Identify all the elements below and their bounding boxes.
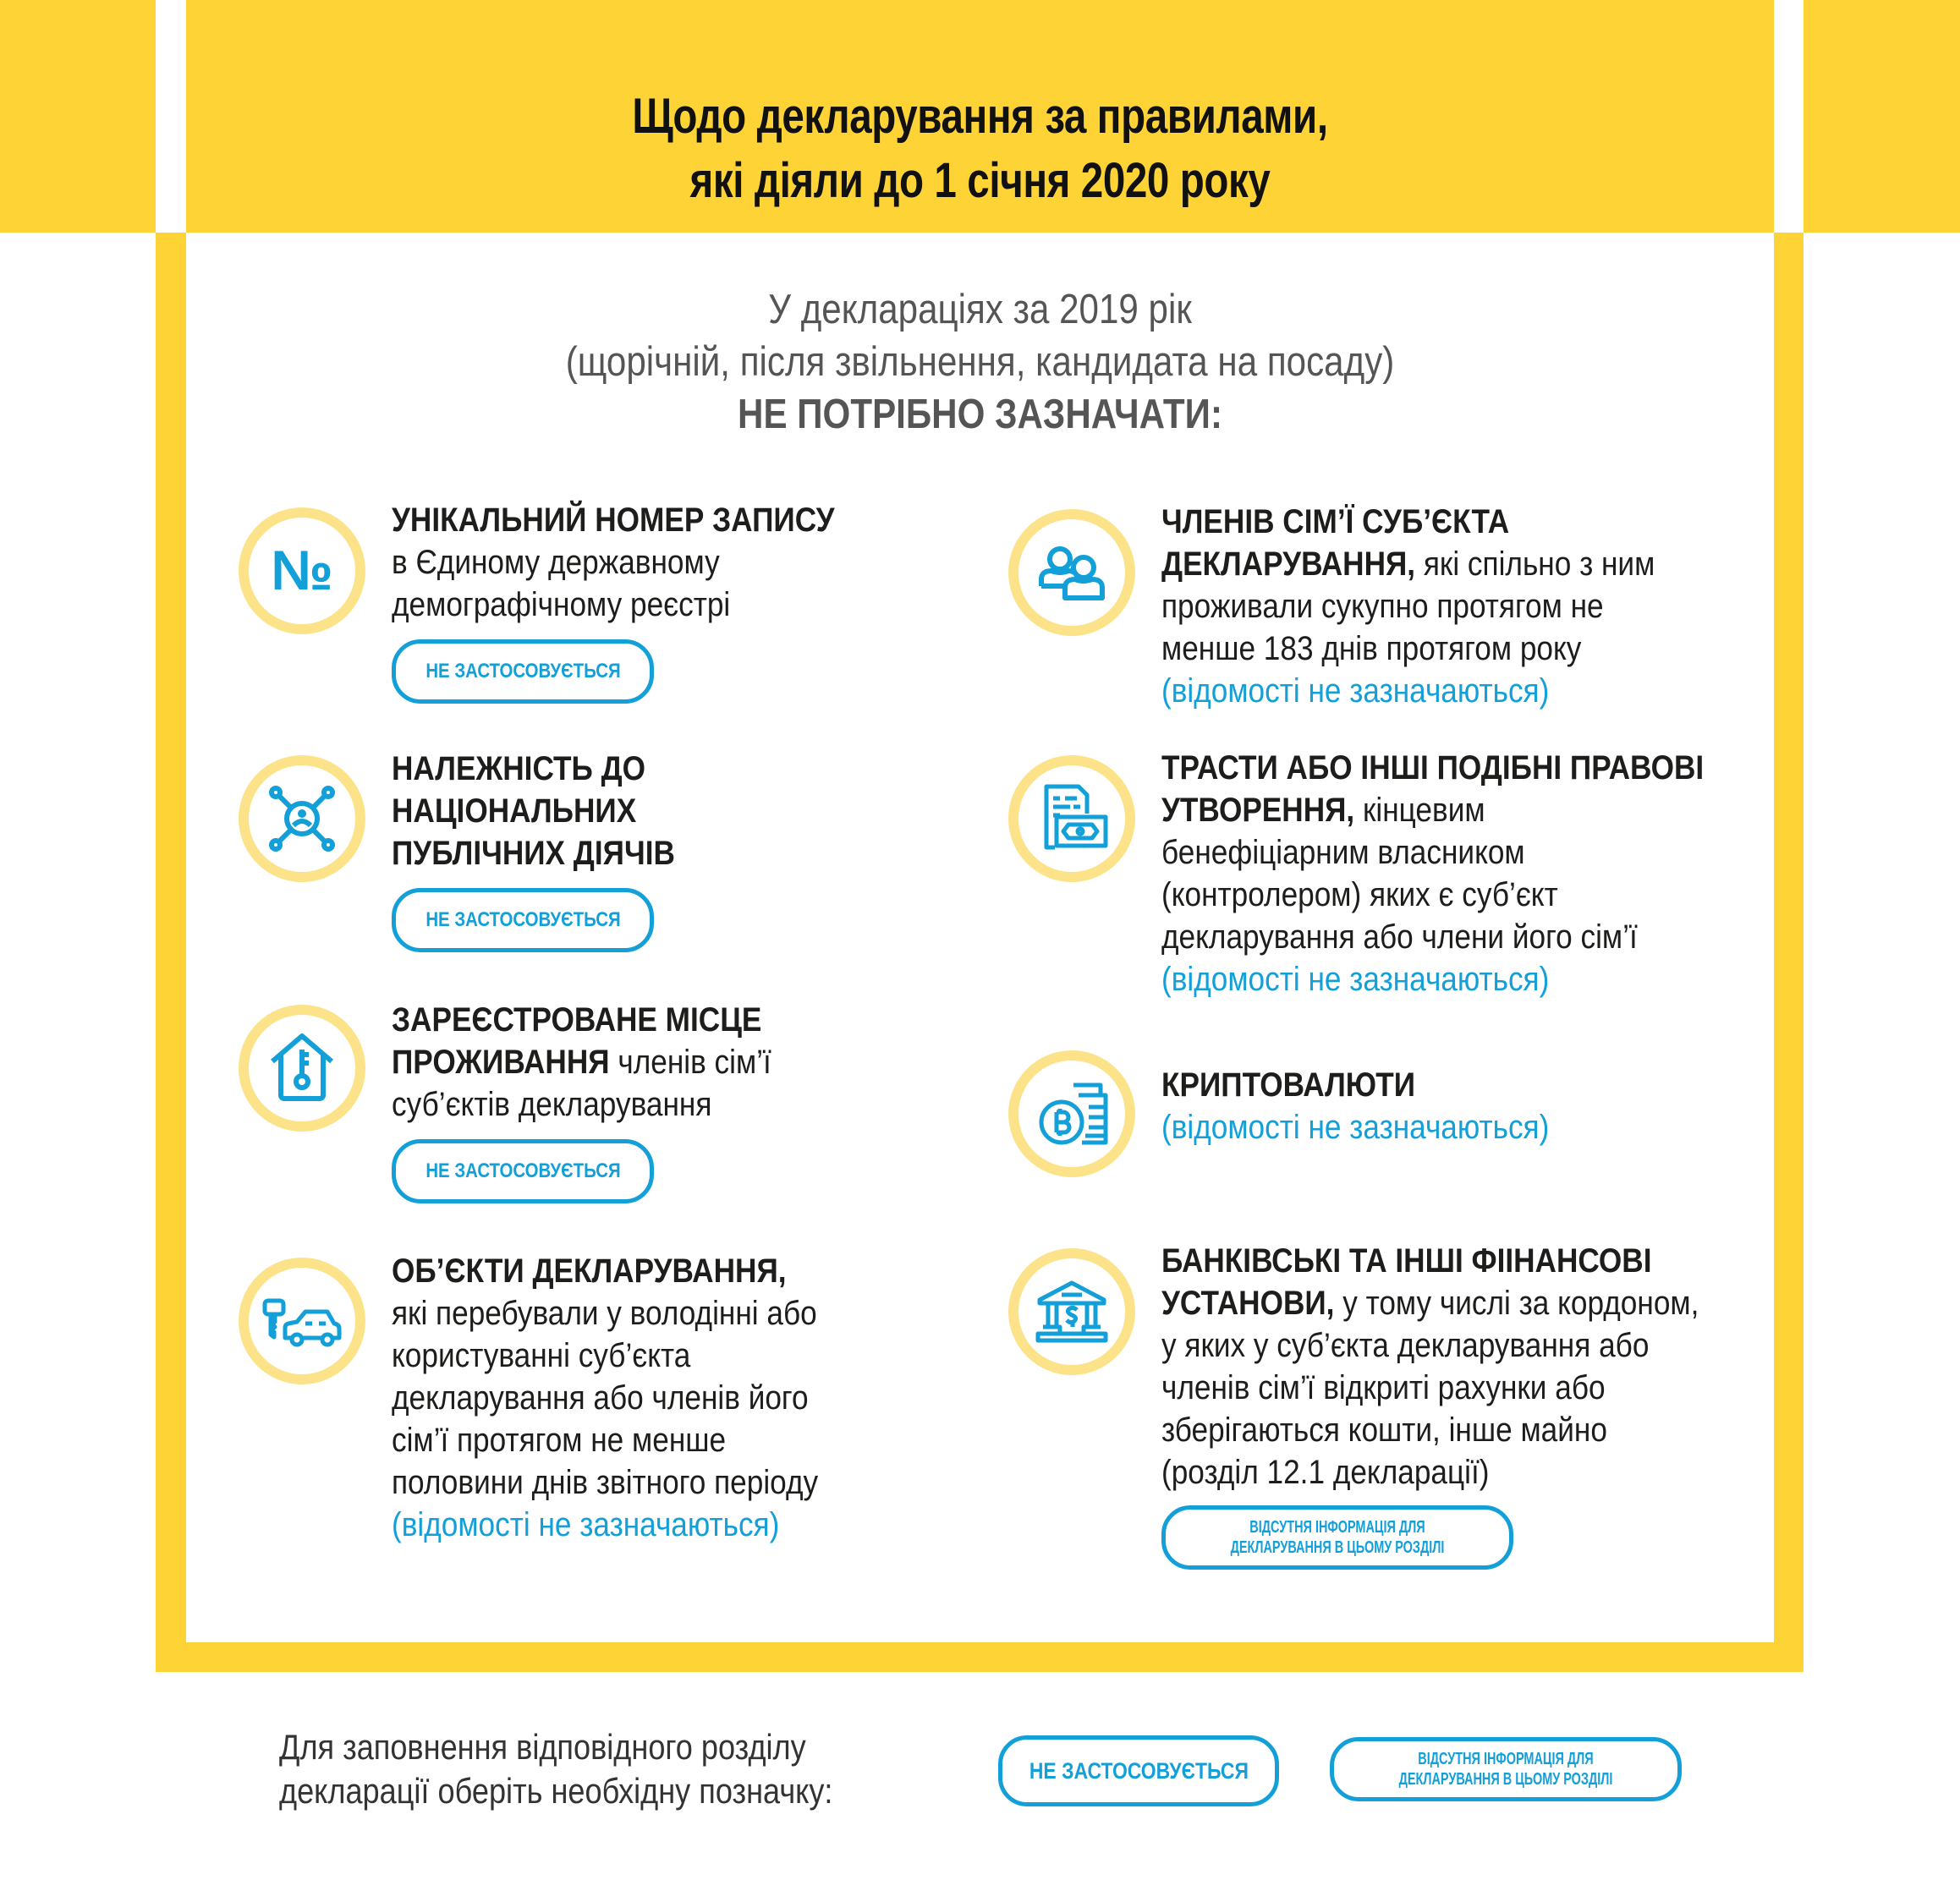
header-band-left: [0, 0, 156, 233]
header-band-right: [1804, 0, 1960, 233]
item-registered-residence: ЗАРЕЄСТРОВАНЕ МІСЦЕ ПРОЖИВАННЯ членів сім’ї суб’єктів декларування: [392, 1001, 771, 1123]
item-cryptocurrencies: КРИПТОВАЛЮТИ (відомості не зазначаються): [1161, 1064, 1549, 1148]
not-indicated-note: (відомості не зазначаються): [1161, 1109, 1550, 1146]
item-declaration-objects: ОБ’ЄКТИ ДЕКЛАРУВАННЯ, які перебували у володінні або користуванні суб’єкта декларування або членів його сім’ї протягом не менше половини днів звітного періоду (відомості не зазначаються): [392, 1250, 818, 1546]
intro-line-2: (щорічній, після звільнення, кандидата на посаду): [565, 339, 1395, 385]
not-indicated-note: (відомості не зазначаються): [1161, 961, 1550, 998]
frame-left-bar: [156, 233, 186, 1672]
not-applicable-badge[interactable]: НЕ ЗАСТОСОВУЄТЬСЯ: [392, 888, 654, 952]
family-members-icon: [1008, 509, 1135, 636]
frame-right-bar: [1774, 233, 1804, 1672]
item-trusts: ТРАСТИ АБО ІНШІ ПОДІБНІ ПРАВОВІ УТВОРЕННЯ, кінцевим бенефіціарним власником (контролером) яких є суб’єкт декларування або члени його сім’ї (відомості не зазначаються): [1161, 747, 1704, 1000]
bitcoin-coins-icon: [1008, 1050, 1135, 1177]
legend-missing-info-badge[interactable]: ВІДСУТНЯ ІНФОРМАЦІЯ ДЛЯ ДЕКЛАРУВАННЯ В ЦЬОМУ РОЗДІЛІ: [1330, 1737, 1682, 1801]
not-applicable-badge[interactable]: НЕ ЗАСТОСОВУЄТЬСЯ: [392, 639, 654, 704]
not-indicated-note: (відомості не зазначаються): [392, 1506, 780, 1543]
title-line-2: які діяли до 1 січня 2020 року: [689, 153, 1271, 208]
title-line-1: Щодо декларування за правилами,: [632, 89, 1328, 144]
item-unique-record-number: УНІКАЛЬНИЙ НОМЕР ЗАПИСУ в Єдиному державному демографічному реєстрі: [392, 502, 835, 623]
trust-document-money-icon: [1008, 755, 1135, 882]
svg-text:№: №: [271, 539, 333, 601]
legend-instruction: Для заповнення відповідного розділу декларації оберіть необхідну позначку:: [279, 1727, 833, 1811]
page-title: [329, 85, 1631, 213]
bank-icon: [1008, 1248, 1135, 1375]
item-family-members: ЧЛЕНІВ СІМ’Ї СУБ’ЄКТА ДЕКЛАРУВАННЯ, які спільно з ним проживали сукупно протягом не менше 183 днів протягом року (відомості не зазначаються): [1161, 501, 1655, 712]
number-sign-icon: [239, 507, 365, 634]
not-applicable-badge[interactable]: НЕ ЗАСТОСОВУЄТЬСЯ: [392, 1139, 654, 1203]
frame-bottom-bar: [156, 1642, 1804, 1672]
item-financial-institutions: БАНКІВСЬКІ ТА ІНШІ ФІІНАНСОВІ УСТАНОВИ, у тому числі за кордоном, у яких у суб’єкта декларування або членів сім’ї відкриті рахунки або зберігаються кошти, інше майно (розділ 12.1 декларації): [1161, 1242, 1699, 1491]
intro: [297, 283, 1662, 441]
public-figure-network-icon: [239, 755, 365, 882]
item-national-public-figures: НАЛЕЖНІСТЬ ДО НАЦІОНАЛЬНИХ ПУБЛІЧНИХ ДІЯЧІВ: [392, 750, 675, 872]
intro-line-1: У деклараціях за 2019 рік: [768, 287, 1192, 332]
not-indicated-note: (відомості не зазначаються): [1161, 672, 1550, 710]
intro-heading: НЕ ПОТРІБНО ЗАЗНАЧАТИ:: [738, 392, 1222, 437]
missing-info-badge[interactable]: ВІДСУТНЯ ІНФОРМАЦІЯ ДЛЯ ДЕКЛАРУВАННЯ В ЦЬОМУ РОЗДІЛІ: [1161, 1505, 1513, 1570]
legend-not-applicable-badge[interactable]: НЕ ЗАСТОСОВУЄТЬСЯ: [998, 1735, 1279, 1806]
car-key-icon: [239, 1258, 365, 1384]
house-key-icon: [239, 1005, 365, 1132]
